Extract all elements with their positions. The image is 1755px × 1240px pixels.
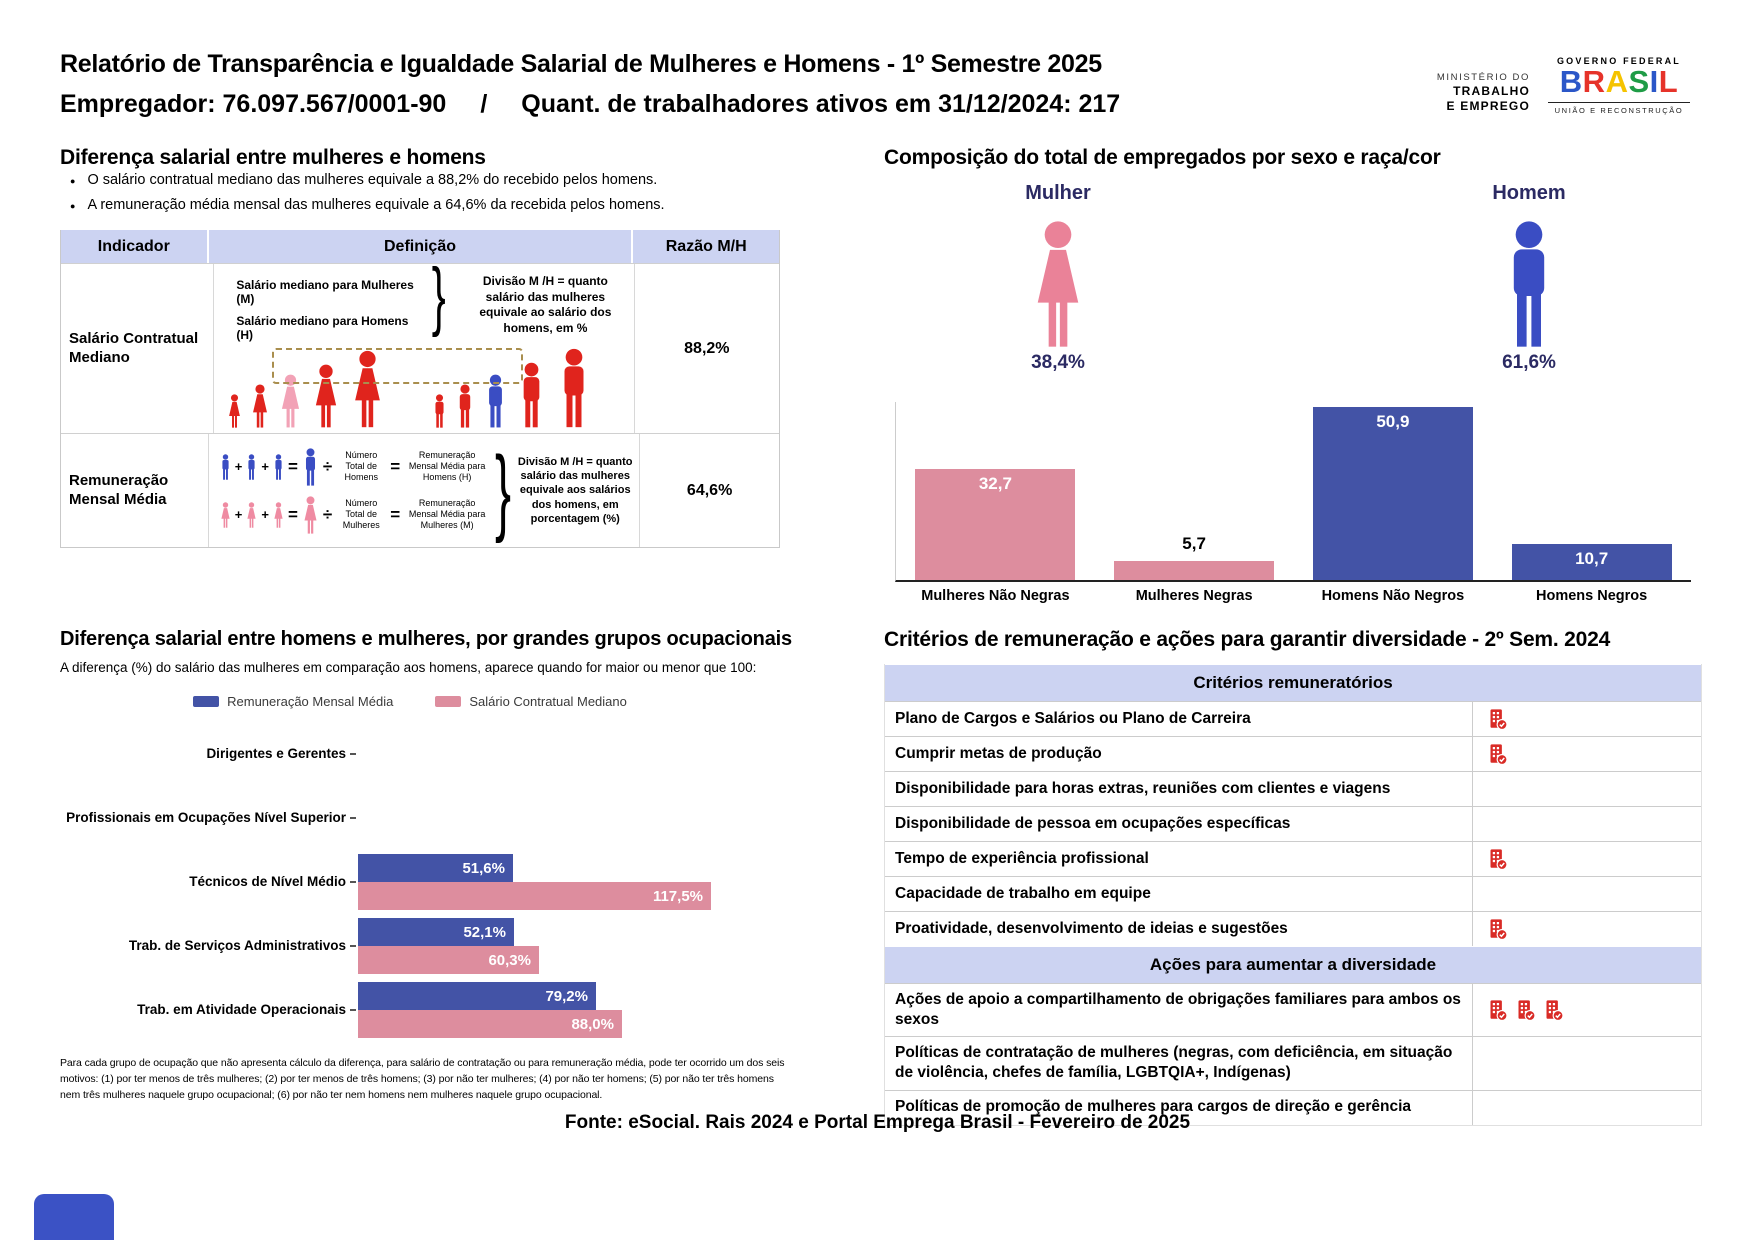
- axis-tick: [350, 881, 356, 883]
- legend-label: Remuneração Mensal Média: [227, 694, 394, 709]
- bar-value: 88,0%: [571, 1015, 614, 1033]
- bar-category-label: Mulheres Não Negras: [921, 588, 1070, 604]
- gov-logo-top: GOVERNO FEDERAL: [1556, 56, 1681, 66]
- female-percentage: 38,4%: [1031, 352, 1085, 373]
- woman-icon: [219, 502, 232, 528]
- bars-group: [358, 854, 711, 910]
- criteria-check-cell: [1472, 1037, 1701, 1089]
- median-salary-crowd-figure: [226, 342, 594, 428]
- bar-salario: [358, 1010, 622, 1038]
- bullet-text: A remuneração média mensal das mulheres equivale a 64,6% da recebida pelos homens.: [87, 197, 665, 213]
- gov-logo-bottom: UNIÃO E RECONSTRUÇÃO: [1548, 102, 1690, 115]
- plus-sign: +: [261, 459, 269, 474]
- table-row-remuneracao-media: [61, 433, 779, 547]
- section-title-composition: Composição do total de empregados por sexo e raça/cor: [884, 146, 1441, 169]
- criteria-section-header: Critérios remuneratórios: [885, 664, 1701, 701]
- bar-value: 10,7: [1575, 549, 1609, 568]
- bar-column: [1095, 402, 1294, 604]
- definition-cell: [209, 434, 640, 547]
- bars-group: [358, 982, 622, 1038]
- bar-category-label: Homens Negros: [1536, 588, 1648, 604]
- brasil-letter: L: [1658, 64, 1679, 99]
- criteria-label: Proatividade, desenvolvimento de ideias e sugestões: [895, 919, 1288, 937]
- ratio-value: 88,2%: [684, 339, 730, 357]
- man-icon: [272, 454, 285, 480]
- category-label: Profissionais em Ocupações Nível Superior: [66, 809, 346, 825]
- legend-item-salario: [435, 694, 627, 709]
- female-label: Mulher: [1025, 182, 1091, 204]
- chart-legend: [60, 694, 760, 709]
- criteria-row: [885, 806, 1701, 841]
- criteria-row: [885, 876, 1701, 911]
- indicator-cell: Remuneração Mensal Média: [61, 434, 209, 547]
- building-check-icon: [1487, 918, 1508, 940]
- section-title-criteria: Critérios de remuneração e ações para garantir diversidade - 2º Sem. 2024: [884, 628, 1611, 651]
- criteria-label: Tempo de experiência profissional: [895, 849, 1149, 867]
- criteria-label: Plano de Cargos e Salários ou Plano de Carreira: [895, 709, 1251, 727]
- section-title-occupational: Diferença salarial entre homens e mulheres, por grandes grupos ocupacionais: [60, 628, 792, 650]
- bar-mulheres-nao-negras: [915, 469, 1075, 580]
- chart-row-profissionais: [60, 786, 784, 850]
- bullet-text: O salário contratual mediano das mulheres equivale a 88,2% do recebido pelos homens.: [87, 172, 658, 188]
- bar-value: 50,9: [1376, 412, 1410, 431]
- bar-remuneracao: [358, 918, 514, 946]
- legend-swatch-blue: [193, 696, 219, 707]
- bars-group: [358, 918, 539, 974]
- building-check-icon: [1487, 999, 1508, 1021]
- brace-glyph: }: [432, 253, 447, 338]
- section-title-salary-gap: Diferença salarial entre mulheres e homens: [60, 146, 486, 169]
- chart-row-administrativos: [60, 914, 784, 978]
- equation-men: [219, 448, 491, 486]
- bar-value: 5,7: [1182, 534, 1206, 553]
- bullet-item: [70, 197, 730, 213]
- criteria-label: Capacidade de trabalho em equipe: [895, 884, 1151, 902]
- criteria-label: Disponibilidade de pessoa em ocupações específicas: [895, 814, 1291, 832]
- ministry-line3: E EMPREGO: [1446, 98, 1530, 113]
- criteria-check-cell: [1472, 772, 1701, 806]
- bar-remuneracao: [358, 982, 596, 1010]
- bullet-icon: ●: [70, 176, 76, 186]
- building-check-icon: [1487, 708, 1508, 730]
- equals-sign: =: [287, 456, 298, 476]
- ministry-logo: [1380, 72, 1530, 114]
- bar-homens-negros: [1512, 544, 1672, 580]
- criteria-row: [885, 1036, 1701, 1089]
- criteria-check-cell: [1472, 807, 1701, 841]
- bar-category-label: Mulheres Negras: [1135, 588, 1253, 604]
- active-workers: Quant. de trabalhadores ativos em 31/12/2024: 217: [521, 90, 1121, 118]
- women-result-label: Remuneração Mensal Média para Mulheres (M): [408, 498, 486, 530]
- building-check-icon: [1543, 999, 1564, 1021]
- woman-icon: [245, 502, 258, 528]
- bar-column: [896, 402, 1095, 604]
- criteria-row: [885, 983, 1701, 1036]
- woman-icon: [301, 496, 320, 534]
- category-label: Trab. em Atividade Operacionais: [137, 1001, 346, 1017]
- male-percentage: 61,6%: [1502, 352, 1556, 373]
- bar-value: 117,5%: [652, 887, 703, 905]
- criteria-check-cell: [1472, 842, 1701, 876]
- def-line-women: Salário mediano para Mulheres (M): [236, 278, 414, 306]
- building-check-icon: [1487, 743, 1508, 765]
- man-icon: [219, 454, 232, 480]
- plus-sign: +: [234, 459, 243, 474]
- criteria-check-cell: [1472, 877, 1701, 911]
- bar-column: [1294, 402, 1493, 604]
- legend-swatch-pink: [435, 696, 461, 707]
- bar-remuneracao: [358, 854, 513, 882]
- woman-icon: [249, 384, 271, 428]
- criteria-table: [884, 664, 1702, 1126]
- man-icon: [431, 394, 448, 428]
- man-icon: [301, 448, 320, 486]
- criteria-label: Ações de apoio a compartilhamento de obrigações familiares para ambos os sexos: [895, 991, 1461, 1029]
- bar-salario: [358, 882, 711, 910]
- axis-tick: [350, 945, 356, 947]
- criteria-row: [885, 771, 1701, 806]
- bar-value: 51,6%: [462, 859, 505, 877]
- divide-sign: ÷: [322, 504, 333, 524]
- man-icon: [554, 348, 594, 428]
- category-label: Técnicos de Nível Médio: [189, 873, 346, 889]
- criteria-check-cell: [1472, 702, 1701, 736]
- woman-figure-icon: [1026, 220, 1090, 348]
- male-label: Homem: [1492, 182, 1566, 204]
- bullet-item: [70, 172, 730, 188]
- building-check-icon: [1515, 999, 1536, 1021]
- criteria-row: [885, 736, 1701, 771]
- brasil-letter: A: [1605, 64, 1629, 99]
- women-divisor-label: Número Total de Mulheres: [342, 498, 380, 530]
- gov-federal-logo: [1548, 56, 1690, 115]
- criteria-label: Cumprir metas de produção: [895, 744, 1102, 762]
- employer-id: Empregador: 76.097.567/0001-90: [60, 90, 447, 118]
- occupational-bar-chart: [60, 722, 784, 1042]
- bar-value: 52,1%: [463, 923, 506, 941]
- axis-tick: [350, 1009, 356, 1011]
- divide-sign: ÷: [322, 456, 333, 476]
- legend-label: Salário Contratual Mediano: [469, 694, 627, 709]
- plus-sign: +: [234, 507, 243, 522]
- bar-category-label: Homens Não Negros: [1321, 588, 1465, 604]
- equations: [219, 448, 491, 534]
- criteria-row: [885, 701, 1701, 736]
- criteria-row: [885, 911, 1701, 946]
- bullet-icon: ●: [70, 201, 76, 211]
- woman-icon: [272, 502, 285, 528]
- men-result-label: Remuneração Mensal Média para Homens (H): [408, 450, 486, 482]
- men-divisor-label: Número Total de Homens: [344, 450, 378, 482]
- def-note: Divisão M /H = quanto salário das mulheres equivale aos salários dos homens, em porcentagem (%): [517, 455, 633, 525]
- plus-sign: +: [261, 507, 269, 522]
- chart-row-operacionais: [60, 978, 784, 1042]
- bar-value: 60,3%: [488, 951, 531, 969]
- equals-sign: =: [390, 504, 401, 524]
- bar-salario: [358, 946, 539, 974]
- col-header-razao: Razão M/H: [633, 230, 779, 263]
- criteria-check-cell: [1472, 912, 1701, 946]
- criteria-label: Disponibilidade para horas extras, reuniões com clientes e viagens: [895, 779, 1391, 797]
- man-icon: [245, 454, 258, 480]
- indicator-table-header: [61, 230, 779, 263]
- axis-tick: [350, 753, 356, 755]
- median-dash-box: [272, 348, 523, 384]
- legend-item-remuneracao: [193, 694, 393, 709]
- salary-gap-bullets: [70, 172, 730, 222]
- equals-sign: =: [390, 456, 401, 476]
- def-note: Divisão M /H = quanto salário das mulheres equivale ao salário dos homens, em %: [479, 274, 612, 335]
- chart-row-dirigentes: [60, 722, 784, 786]
- brasil-letter: I: [1649, 64, 1659, 99]
- category-label: Dirigentes e Gerentes: [206, 745, 346, 761]
- separator: /: [480, 90, 488, 118]
- footer-source: Fonte: eSocial. Rais 2024 e Portal Emprega Brasil - Fevereiro de 2025: [564, 1112, 1191, 1133]
- bar-homens-nao-negros: [1313, 407, 1473, 580]
- brasil-letter: R: [1582, 64, 1606, 99]
- criteria-check-cell: [1472, 984, 1701, 1036]
- chart-row-tecnicos: [60, 850, 784, 914]
- category-label: Trab. de Serviços Administrativos: [128, 937, 346, 953]
- man-figure-icon: [1497, 220, 1561, 348]
- col-header-indicador: Indicador: [61, 230, 209, 263]
- col-header-definicao: Definição: [209, 230, 634, 263]
- ministry-line1: MINISTÉRIO DO: [1436, 72, 1530, 83]
- axis-tick: [350, 817, 356, 819]
- indicator-cell: Salário Contratual Mediano: [61, 264, 214, 433]
- def-line-men: Salário mediano para Homens (H): [236, 314, 409, 342]
- equals-sign: =: [287, 504, 298, 524]
- equation-women: [219, 496, 491, 534]
- criteria-label: Políticas de promoção de mulheres para cargos de direção e gerência: [895, 1098, 1412, 1116]
- criteria-label: Políticas de contratação de mulheres (negras, com deficiência, em situação de violência, chefes de família, LGBTQIA+, Indígenas): [895, 1044, 1453, 1082]
- woman-icon: [226, 394, 243, 428]
- criteria-check-cell: [1472, 737, 1701, 771]
- brace-glyph: }: [495, 436, 512, 544]
- brasil-letter: S: [1628, 64, 1650, 99]
- indicator-table: [60, 230, 780, 548]
- ministry-line2: TRABALHO: [1453, 83, 1530, 98]
- criteria-section-header: Ações para aumentar a diversidade: [885, 946, 1701, 983]
- table-row-salario-mediano: [61, 253, 779, 433]
- ratio-value: 64,6%: [686, 481, 733, 499]
- report-title: Relatório de Transparência e Igualdade Salarial de Mulheres e Homens - 1º Semestre 2025: [60, 50, 1102, 78]
- bottom-left-blue-shape: [34, 1194, 114, 1240]
- criteria-row: [885, 841, 1701, 876]
- bar-value: 32,7: [978, 474, 1012, 493]
- brasil-letter: B: [1559, 64, 1583, 99]
- bar-mulheres-negras: [1114, 534, 1274, 580]
- bar-value: 79,2%: [545, 987, 588, 1005]
- bar-column: [1492, 402, 1691, 604]
- occupational-subtitle: A diferença (%) do salário das mulheres em comparação aos homens, aparece quando for maior ou menor que 100:: [60, 660, 757, 675]
- composition-bar-chart: [895, 402, 1691, 604]
- definition-cell: [214, 253, 634, 433]
- employer-info: [60, 90, 1120, 119]
- man-icon: [454, 384, 476, 428]
- building-check-icon: [1487, 848, 1508, 870]
- chart-footnote: Para cada grupo de ocupação que não apresenta cálculo da diferença, para salário de contratação ou para remuneração média, pode ter ocorrido um dos seis motivos: (1) por ter menos de três mulheres; (2) por ter menos de três homens; (3) por não ter mulheres; (4) por não ter homens; (5) por não ter três homens nem três mulheres naquele grupo ocupacional; (6) por não ter nem homens nem mulheres naquele grupo ocupacional.: [60, 1057, 785, 1101]
- brasil-logo: [1548, 66, 1690, 99]
